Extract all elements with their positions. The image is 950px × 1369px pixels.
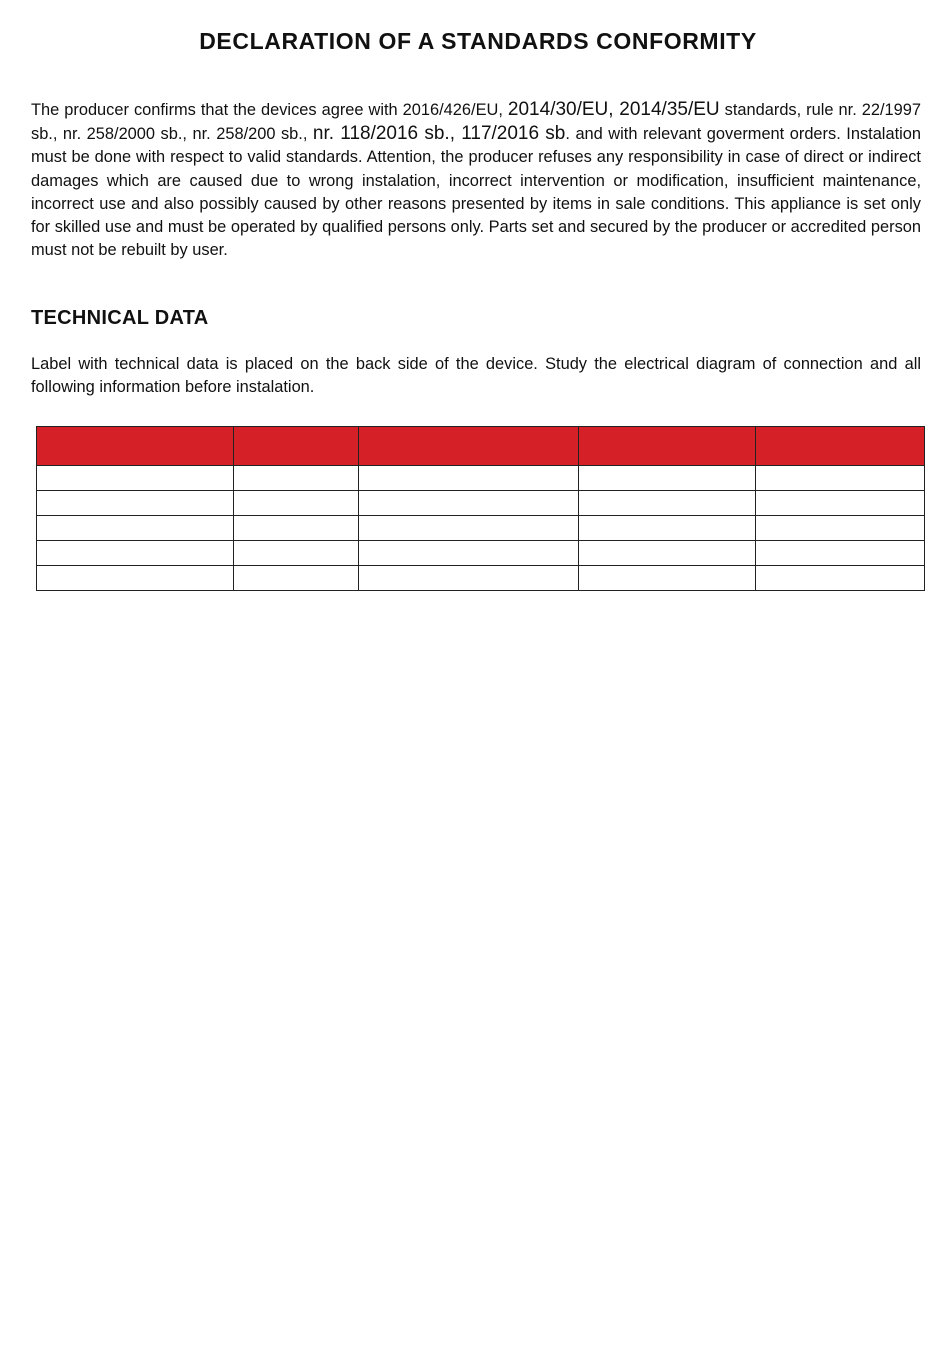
table-row — [37, 566, 925, 591]
table-header-cell — [359, 427, 579, 466]
table-row — [37, 516, 925, 541]
table-cell — [756, 541, 925, 566]
table-header-cell — [37, 427, 234, 466]
table-cell — [579, 541, 756, 566]
technical-data-paragraph: Label with technical data is placed on the back side of the device. Study the electrical diagram of connection and all following information before instalation. — [31, 355, 921, 397]
intro-text-2: 2014/30/EU, 2014/35/EU — [507, 99, 720, 120]
intro-text-4: nr. 118/2016 sb., 117/2016 sb — [312, 123, 566, 145]
table-cell — [234, 466, 359, 491]
table-cell — [37, 541, 234, 566]
table-cell — [359, 491, 579, 516]
table-cell — [579, 491, 756, 516]
table-cell — [37, 466, 234, 491]
table-row — [37, 466, 925, 491]
table-cell — [37, 566, 234, 591]
technical-data-heading: TECHNICAL DATA — [31, 307, 209, 329]
table-cell — [579, 466, 756, 491]
table-cell — [234, 516, 359, 541]
intro-text-5: . and with relevant goverment orders. Instalation must be done with respect to valid standards. Attention, the producer refuses any responsibility in case of direct or indirect damages which are caused due to wrong instalation, incorrect intervention or modification, insufficient maintenance, incorrect use and also possibly caused by other reasons presented by items in sale conditions. This appliance is set only for skilled use and must be operated by qualified persons only. Parts set and secured by the producer or accredited person must not be rebuilt by user. — [31, 125, 921, 260]
intro-text-1: The producer confirms that the devices agree with 2016/426/EU, — [31, 101, 508, 119]
table-header-row — [37, 427, 925, 466]
document-title: DECLARATION OF A STANDARDS CONFORMITY — [199, 28, 757, 54]
table-row — [37, 541, 925, 566]
table-cell — [756, 566, 925, 591]
table-header-cell — [234, 427, 359, 466]
table-header-cell — [756, 427, 925, 466]
table-cell — [359, 541, 579, 566]
conformity-paragraph — [31, 98, 921, 262]
table-cell — [579, 566, 756, 591]
table-cell — [756, 491, 925, 516]
table-cell — [37, 516, 234, 541]
technical-data-table — [36, 426, 925, 591]
table-cell — [234, 491, 359, 516]
table-cell — [37, 491, 234, 516]
table-cell — [359, 466, 579, 491]
table-cell — [579, 516, 756, 541]
table-row — [37, 491, 925, 516]
table-cell — [359, 566, 579, 591]
table-cell — [359, 516, 579, 541]
table-cell — [234, 541, 359, 566]
table-header-cell — [579, 427, 756, 466]
intro-text-3: standards, rule nr. 22/1997 sb., nr. 258/2000 sb., nr. 258/200 sb., — [31, 101, 921, 144]
table-cell — [234, 566, 359, 591]
table-cell — [756, 516, 925, 541]
table-cell — [756, 466, 925, 491]
